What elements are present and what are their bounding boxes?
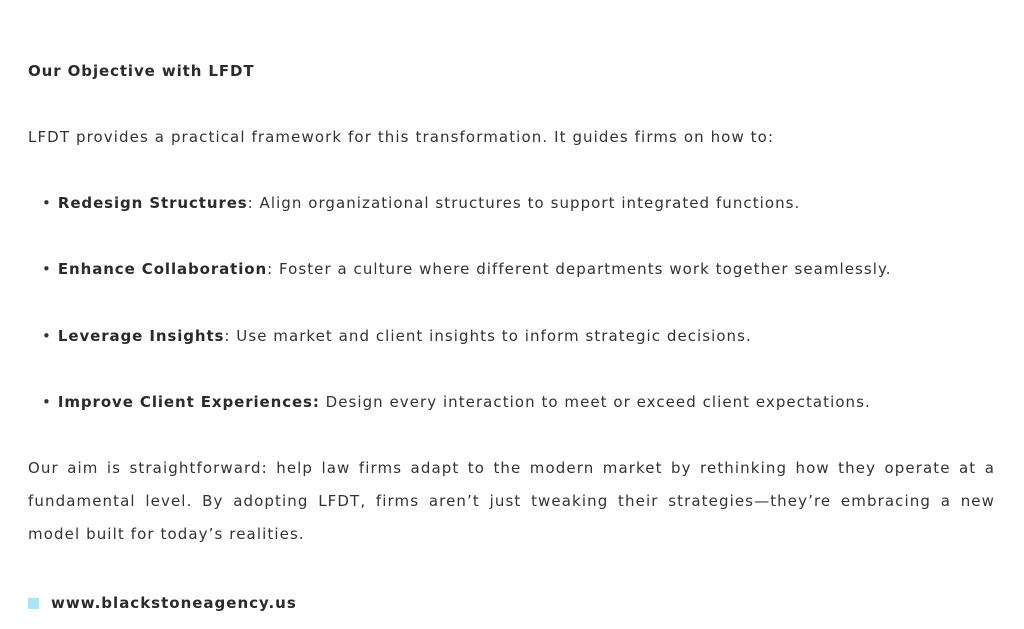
section-heading: Our Objective with LFDT (28, 62, 255, 80)
bullet-dot: • (42, 194, 52, 212)
bullet-item-improve-client-experiences (42, 393, 871, 411)
bullet-dot: • (42, 393, 52, 411)
bullet-dot: • (42, 260, 52, 278)
bullet-term: Redesign Structures (57, 194, 248, 212)
bullet-text: : Align organizational structures to support integrated functions. (247, 194, 801, 212)
bullet-item-leverage-insights (42, 327, 752, 345)
bullet-term: Enhance Collaboration (57, 260, 268, 278)
website-link[interactable]: www.blackstoneagency.us (51, 594, 297, 612)
bullet-text: : Foster a culture where different departments work together seamlessly. (267, 260, 892, 278)
bullet-text: : Use market and client insights to inform strategic decisions. (224, 327, 752, 345)
bullet-term: Leverage Insights (57, 327, 225, 345)
summary-paragraph: Our aim is straightforward: help law firms adapt to the modern market by rethinking how they operate at a fundamental level. By adopting LFDT, firms aren’t just tweaking their strategies—they’re embracing a new model built for today’s realities. (28, 459, 995, 543)
footer (28, 594, 297, 612)
bullet-item-enhance-collaboration (42, 260, 892, 278)
bullet-item-redesign-structures (42, 194, 800, 212)
bullet-dot: • (42, 327, 52, 345)
accent-square-icon (28, 598, 39, 609)
intro-paragraph: LFDT provides a practical framework for this transformation. It guides firms on how to: (28, 128, 775, 146)
bullet-term: Improve Client Experiences: (57, 393, 320, 411)
bullet-text: Design every interaction to meet or exceed client expectations. (319, 393, 871, 411)
